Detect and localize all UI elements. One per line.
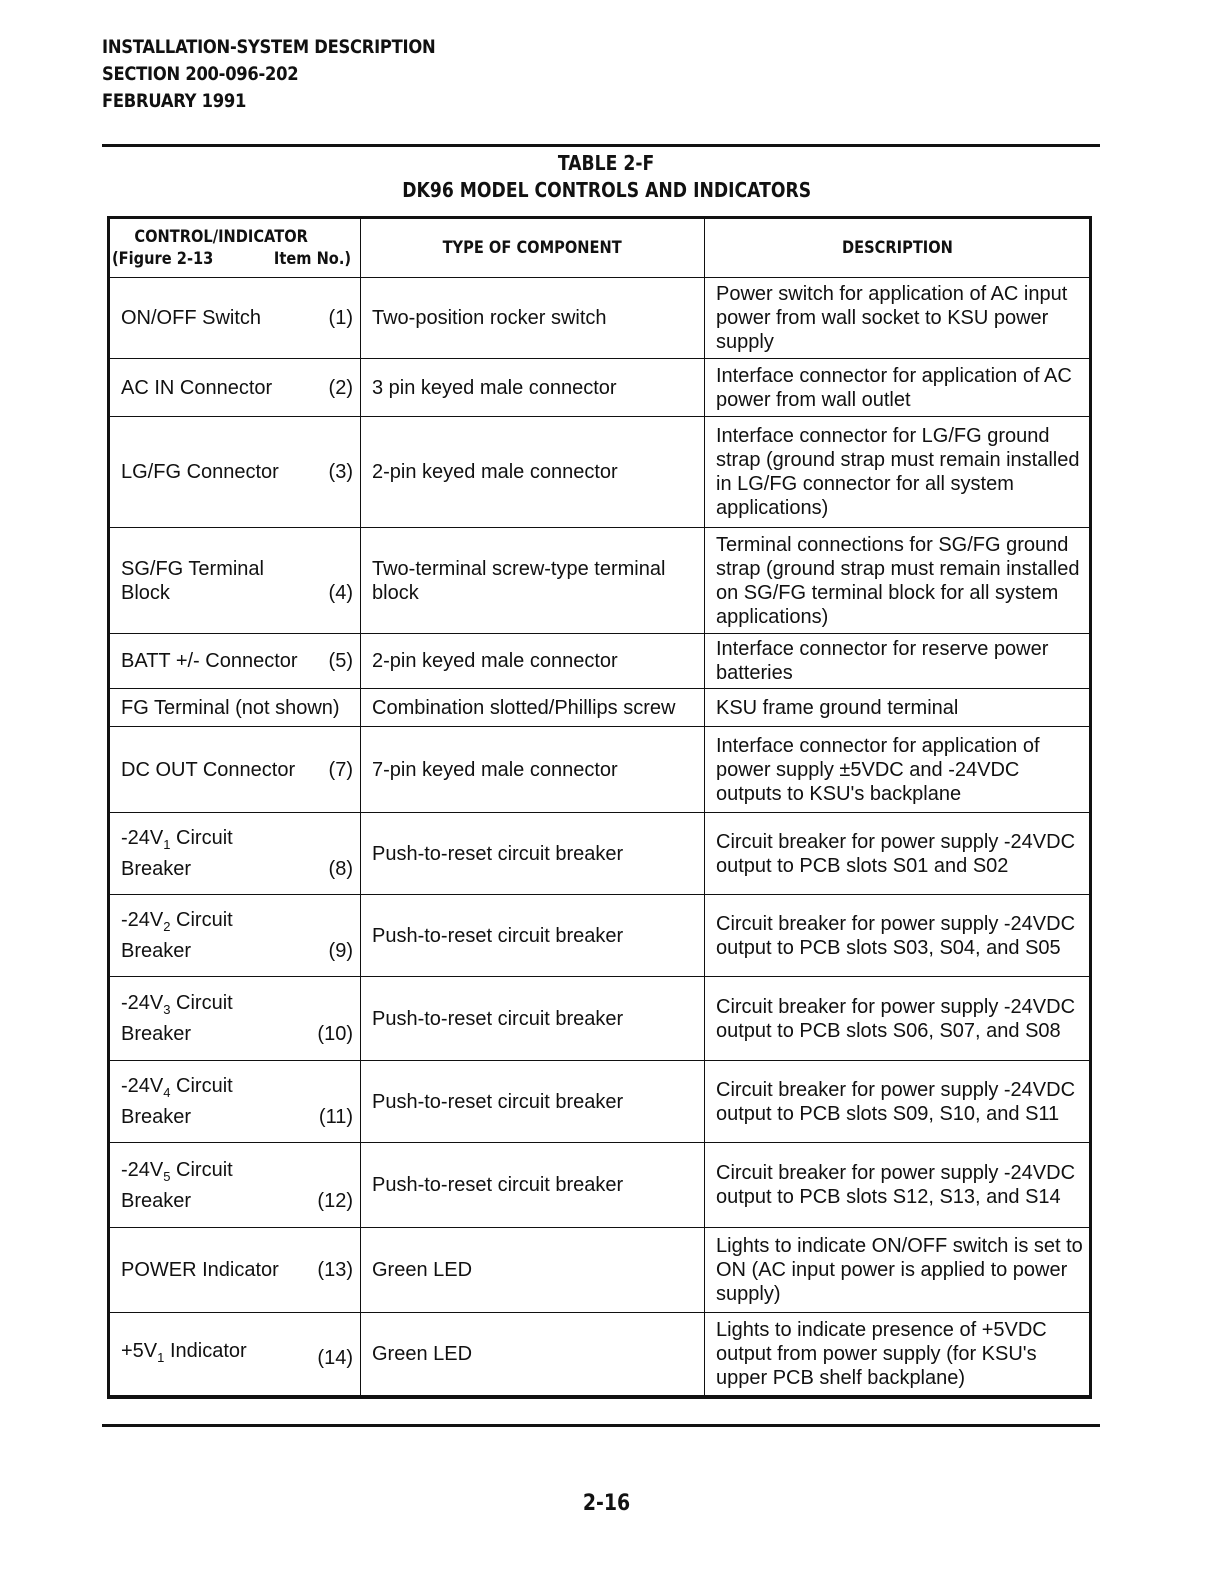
description-cell: Interface connector for LG/FG ground strap (ground strap must remain installed in LG/FG connector for all system applications) bbox=[705, 417, 1090, 528]
description-cell: Circuit breaker for power supply -24VDC output to PCB slots S09, S10, and S11 bbox=[705, 1061, 1090, 1143]
component-type-cell: Green LED bbox=[361, 1228, 705, 1313]
description-cell: KSU frame ground terminal bbox=[705, 689, 1090, 727]
table-row bbox=[110, 359, 1090, 417]
component-type-cell: Two-terminal screw-type terminal block bbox=[361, 528, 705, 634]
component-type-cell: 2-pin keyed male connector bbox=[361, 417, 705, 528]
table-row bbox=[110, 1313, 1090, 1396]
control-cell bbox=[110, 1228, 361, 1313]
description-cell: Interface connector for application of power supply ±5VDC and -24VDC outputs to KSU's backplane bbox=[705, 727, 1090, 813]
component-type-cell: 2-pin keyed male connector bbox=[361, 634, 705, 689]
item-number: (1) bbox=[328, 307, 353, 329]
control-name: ON/OFF Switch bbox=[121, 307, 262, 329]
description-cell: Circuit breaker for power supply -24VDC output to PCB slots S12, S13, and S14 bbox=[705, 1143, 1090, 1228]
component-type-cell: 3 pin keyed male connector bbox=[361, 359, 705, 417]
component-type-cell: Two-position rocker switch bbox=[361, 278, 705, 359]
item-number: (11) bbox=[318, 1106, 353, 1128]
component-type-cell: 7-pin keyed male connector bbox=[361, 727, 705, 813]
control-name: $-24V_2$ Circuit Breaker bbox=[121, 909, 233, 962]
item-number: (10) bbox=[317, 1023, 353, 1045]
control-name: BATT +/- Connector bbox=[121, 650, 298, 672]
component-type-cell: Green LED bbox=[361, 1313, 705, 1396]
table-row bbox=[110, 977, 1090, 1061]
control-cell bbox=[110, 278, 361, 359]
header-title: INSTALLATION-SYSTEM DESCRIPTION bbox=[102, 36, 436, 58]
item-number: (7) bbox=[328, 758, 353, 781]
column-header-figure: (Figure 2-13 bbox=[112, 249, 214, 269]
column-header-control bbox=[110, 219, 361, 278]
table-row bbox=[110, 813, 1090, 895]
control-cell bbox=[110, 1313, 361, 1396]
description-cell: Power switch for application of AC input power from wall socket to KSU power supply bbox=[705, 278, 1090, 359]
control-cell bbox=[110, 1061, 361, 1143]
table-row bbox=[110, 528, 1090, 634]
component-type-cell: Push-to-reset circuit breaker bbox=[361, 977, 705, 1061]
component-type-cell: Push-to-reset circuit breaker bbox=[361, 895, 705, 977]
column-header-item: Item No.) bbox=[273, 249, 352, 269]
item-number: (14) bbox=[317, 1346, 353, 1369]
description-cell: Circuit breaker for power supply -24VDC output to PCB slots S03, S04, and S05 bbox=[705, 895, 1090, 977]
item-number: (9) bbox=[328, 940, 353, 962]
control-name: AC IN Connector bbox=[121, 376, 273, 399]
control-cell bbox=[110, 895, 361, 977]
table-row bbox=[110, 634, 1090, 689]
item-number: (13) bbox=[317, 1259, 353, 1281]
table-row bbox=[110, 689, 1090, 727]
table-header-row bbox=[110, 219, 1090, 278]
control-cell bbox=[110, 417, 361, 528]
control-cell bbox=[110, 634, 361, 689]
table-row bbox=[110, 417, 1090, 528]
control-name: DC OUT Connector bbox=[121, 758, 296, 781]
control-name: POWER Indicator bbox=[121, 1259, 279, 1281]
table-title bbox=[0, 150, 1213, 204]
control-cell bbox=[110, 813, 361, 895]
table-row bbox=[110, 1061, 1090, 1143]
table-number: TABLE 2-F bbox=[558, 151, 655, 175]
table-caption: DK96 MODEL CONTROLS AND INDICATORS bbox=[402, 178, 811, 202]
item-number: (12) bbox=[317, 1189, 353, 1212]
document-header bbox=[102, 34, 435, 115]
component-type-cell: Push-to-reset circuit breaker bbox=[361, 813, 705, 895]
control-cell bbox=[110, 359, 361, 417]
control-name: $-24V_5$ Circuit Breaker bbox=[121, 1158, 233, 1212]
column-header-type: TYPE OF COMPONENT bbox=[361, 219, 705, 278]
controls-table bbox=[107, 216, 1092, 1399]
control-cell bbox=[110, 1143, 361, 1228]
control-cell bbox=[110, 977, 361, 1061]
control-name: $-24V_4$ Circuit Breaker bbox=[121, 1075, 233, 1128]
table-row bbox=[110, 727, 1090, 813]
control-name: $+5V_1$ Indicator bbox=[121, 1339, 247, 1365]
control-name: SG/FG Terminal Block bbox=[121, 557, 264, 604]
control-cell bbox=[110, 528, 361, 634]
component-type-cell: Push-to-reset circuit breaker bbox=[361, 1143, 705, 1228]
description-cell: Interface connector for application of AC power from wall outlet bbox=[705, 359, 1090, 417]
header-date: FEBRUARY 1991 bbox=[102, 90, 247, 112]
item-number: (3) bbox=[328, 461, 353, 483]
description-cell: Circuit breaker for power supply -24VDC output to PCB slots S06, S07, and S08 bbox=[705, 977, 1090, 1061]
control-name: FG Terminal (not shown) bbox=[121, 696, 340, 719]
control-name: LG/FG Connector bbox=[121, 461, 279, 483]
description-cell: Lights to indicate presence of +5VDC output from power supply (for KSU's upper PCB shelf backplane) bbox=[705, 1313, 1090, 1396]
item-number: (8) bbox=[328, 858, 353, 880]
description-cell: Lights to indicate ON/OFF switch is set to ON (AC input power is applied to power supply) bbox=[705, 1228, 1090, 1313]
header-section: SECTION 200-096-202 bbox=[102, 63, 299, 85]
description-cell: Interface connector for reserve power batteries bbox=[705, 634, 1090, 689]
control-cell bbox=[110, 689, 361, 727]
control-name: $-24V_1$ Circuit Breaker bbox=[121, 827, 233, 880]
component-type-cell: Combination slotted/Phillips screw bbox=[361, 689, 705, 727]
table-row bbox=[110, 1143, 1090, 1228]
control-name: $-24V_3$ Circuit Breaker bbox=[121, 992, 233, 1045]
page-number: 2-16 bbox=[582, 1491, 631, 1516]
column-header-description: DESCRIPTION bbox=[705, 219, 1090, 278]
item-number: (2) bbox=[328, 376, 353, 399]
table-row bbox=[110, 895, 1090, 977]
bottom-rule bbox=[102, 1424, 1100, 1427]
table-row bbox=[110, 278, 1090, 359]
item-number: (5) bbox=[328, 650, 353, 672]
description-cell: Terminal connections for SG/FG ground strap (ground strap must remain installed on SG/FG terminal block for all system applications) bbox=[705, 528, 1090, 634]
description-cell: Circuit breaker for power supply -24VDC output to PCB slots S01 and S02 bbox=[705, 813, 1090, 895]
control-cell bbox=[110, 727, 361, 813]
table-row bbox=[110, 1228, 1090, 1313]
column-header-control-line1: CONTROL/INDICATOR bbox=[134, 227, 308, 247]
top-rule bbox=[102, 144, 1100, 147]
component-type-cell: Push-to-reset circuit breaker bbox=[361, 1061, 705, 1143]
item-number: (4) bbox=[328, 581, 353, 604]
